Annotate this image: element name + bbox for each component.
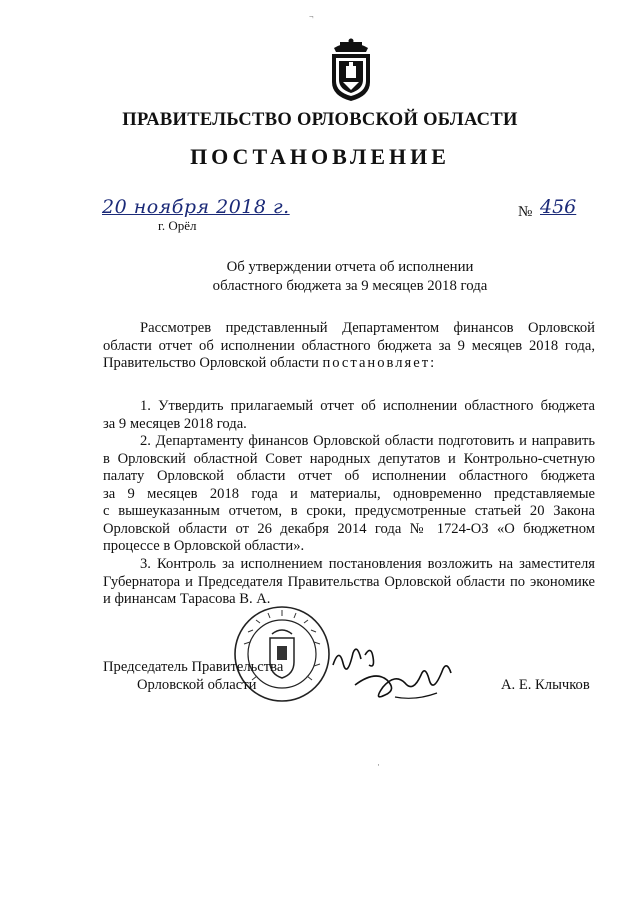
stray-mark: ·	[377, 760, 380, 770]
text-line: области отчет об исполнении областного бюджета за 9 месяцев 2018 года,	[103, 337, 595, 354]
corner-mark: ¬	[309, 12, 314, 21]
government-name: ПРАВИТЕЛЬСТВО ОРЛОВСКОЙ ОБЛАСТИ	[122, 110, 518, 130]
handwritten-number: 456	[540, 196, 577, 218]
signatory-region: Орловской области	[137, 677, 257, 693]
handwritten-signature-icon	[325, 635, 455, 710]
text-line: палату Орловской области отчет об исполнении областного бюджета	[103, 468, 595, 484]
preamble-paragraph	[103, 320, 595, 373]
text-line: в Орловский областной Совет народных депутатов и Контрольно-счетную	[103, 450, 595, 467]
text-line: Рассмотрев представленный Департаментом финансов Орловской	[140, 320, 595, 336]
subject-line: областного бюджета за 9 месяцев 2018 года	[212, 278, 488, 294]
text-line: 3. Контроль за исполнением постановления возложить на заместителя	[140, 556, 595, 572]
text-line: за 9 месяцев 2018 года.	[103, 415, 247, 432]
number-label: №	[518, 204, 533, 220]
text-line: 1. Утвердить прилагаемый отчет об исполнении областного бюджета	[140, 398, 595, 414]
text-line: процессе в Орловской области».	[103, 538, 305, 554]
spaced-verb: постановляет:	[322, 355, 437, 371]
text-line: Губернатора и Председателя Правительства Орловской области по экономике	[103, 573, 595, 590]
item-1	[103, 398, 595, 433]
text-line: Орловской области от 26 декабря 2014 года № 1724-ОЗ «О бюджетном	[103, 520, 595, 537]
text-line: 2. Департаменту финансов Орловской области подготовить и направить	[140, 433, 595, 449]
document-type: ПОСТАНОВЛЕНИЕ	[190, 144, 450, 169]
city: г. Орёл	[158, 218, 197, 233]
signatory-title: Председатель Правительства	[103, 659, 284, 675]
text-span: Правительство Орловской области	[103, 355, 319, 371]
text-line	[103, 355, 595, 373]
document-subject	[150, 258, 550, 296]
handwritten-date: 20 ноября 2018 г.	[102, 196, 290, 218]
item-3	[103, 556, 595, 609]
text-line: и финансам Тарасова В. А.	[103, 591, 271, 607]
coat-of-arms-icon	[326, 38, 376, 102]
subject-line: Об утверждении отчета об исполнении	[226, 259, 474, 275]
item-2	[103, 433, 595, 556]
text-line: за 9 месяцев 2018 года и материалы, одновременно представляемые	[103, 485, 595, 502]
text-line: с вышеуказанным отчетом, в сроки, предусмотренные статьей 20 Закона	[103, 503, 595, 519]
signatory-name: А. Е. Клычков	[501, 677, 590, 693]
